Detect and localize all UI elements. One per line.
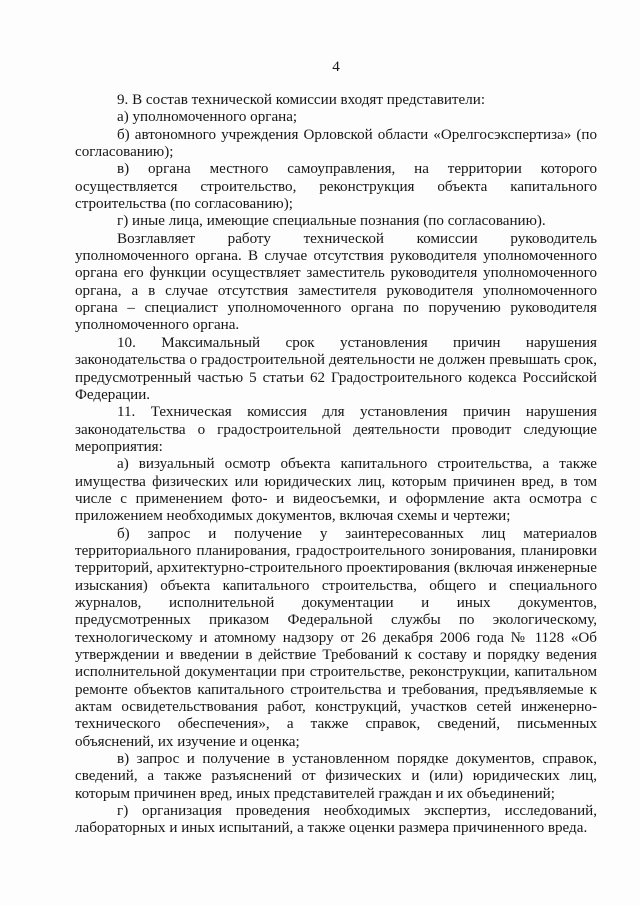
clause-11-item-b: б) запрос и получение у заинтересованных лиц материалов территориального планирования, градостроительного зонирования, планировки территорий, архитектурно-строительного проектирования (включая инженерные изыскания) объекта капитального строительства, общего и специального журналов, исполнительной документации и иных документов, предусмотренных приказом Федеральной службы по экологическому, технологическому и атомному надзору от 26 декабря 2006 года № 1128 «Об утверждении и введении в действие Требований к составу и порядку ведения исполнительной документации при строительстве, реконструкции, капитальном ремонте объектов капитального строительства и требования, предъявляемые к актам освидетельствования работ, конструкций, участков сетей инженерно-технического обеспечения», а также справок, сведений, письменных объяснений, их изучение и оценка; (75, 525, 597, 750)
clause-11-intro: 11. Техническая комиссия для установления причин нарушения законодательства о градостроительной деятельности проводит следующие мероприятия: (75, 404, 597, 455)
clause-11-item-v: в) запрос и получение в установленном порядке документов, справок, сведений, а также разъяснений от физических и (или) юридических лиц, которым причинен вред, иных представителей граждан и их объединений; (75, 751, 597, 802)
page-number: 4 (332, 59, 340, 75)
clause-9-item-v: в) органа местного самоуправления, на территории которого осуществляется строительство, реконструкция объекта капитального строительства (по согласованию); (75, 161, 597, 213)
clause-11-item-a: а) визуальный осмотр объекта капитального строительства, а также имущества физических или юридических лиц, которым причинен вред, в том числе с применением фото- и видеосъемки, и оформление акта осмотра с приложением необходимых документов, включая схемы и чертежи; (75, 456, 597, 525)
clause-9-intro: 9. В состав технической комиссии входят представители: (117, 92, 486, 108)
document-body (75, 92, 597, 838)
commission-head-paragraph: Возглавляет работу технической комиссии руководитель уполномоченного органа. В случае отсутствия руководителя уполномоченного органа его функции осуществляет заместитель руководителя уполномоченного органа, а в случае отсутствия заместителя руководителя уполномоченного органа – специалист уполномоченного органа по поручению руководителя уполномоченного органа. (75, 230, 597, 334)
clause-9-item-b: б) автономного учреждения Орловской области «Орелгосэкспертиза» (по согласованию); (75, 126, 597, 161)
clause-10: 10. Максимальный срок установления причин нарушения законодательства о градостроительной деятельности не должен превышать срок, предусмотренный частью 5 статьи 62 Градостроительного кодекса Российской Федерации. (75, 334, 597, 403)
clause-11-item-g: г) организация проведения необходимых экспертиз, исследований, лабораторных и иных испытаний, а также оценки размера причиненного вреда. (75, 803, 597, 837)
clause-9-item-g: г) иные лица, имеющие специальные познания (по согласованию). (117, 213, 546, 230)
clause-9-item-a: а) уполномоченного органа; (117, 109, 298, 126)
